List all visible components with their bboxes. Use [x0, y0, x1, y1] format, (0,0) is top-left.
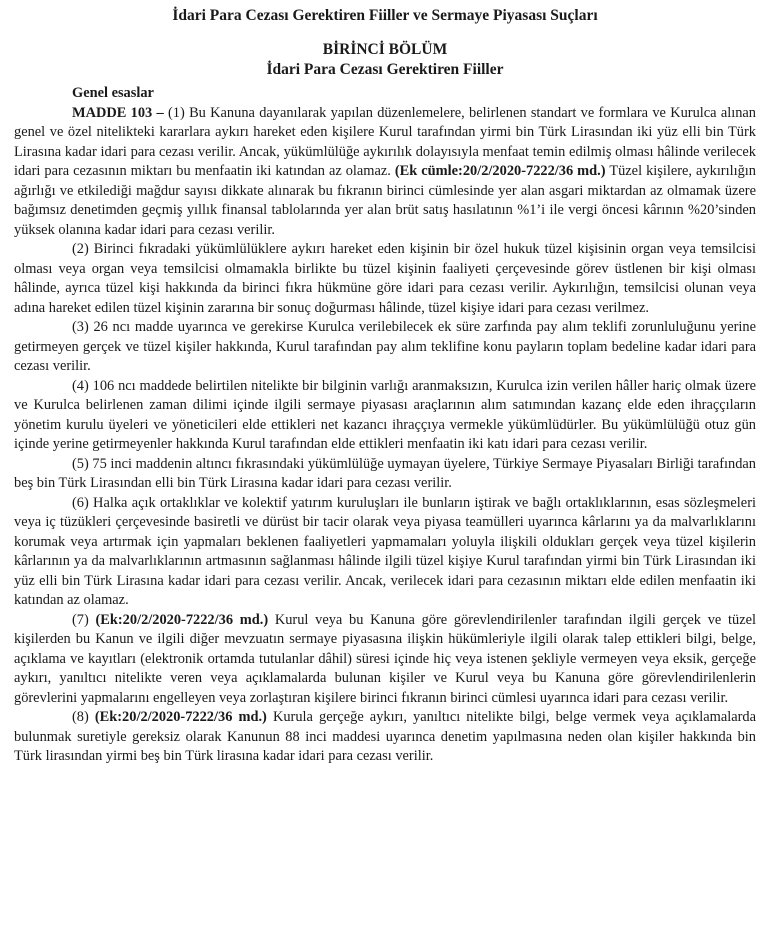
paragraph-7-lead: (7) — [72, 611, 89, 628]
part-heading: BİRİNCİ BÖLÜM — [322, 41, 448, 58]
section-heading: Genel esaslar — [72, 85, 154, 101]
paragraph-8-lead: (8) — [72, 709, 89, 725]
amendment-note: (Ek cümle:20/2/2020-7222/36 md.) — [394, 163, 606, 179]
document-title: İdari Para Cezası Gerektiren Fiiller ve Sermaye Piyasası Suçları — [172, 7, 598, 24]
paragraph-7 — [14, 611, 756, 709]
paragraph-8-text: Kurula gerçeğe aykırı, yanıltıcı nitelikte bilgi, belge vermek veya açıklamalarda bulunmak suretiyle gereksiz olarak Kanunun 88 inci maddesi uyarınca denetim yapılmasına neden olan kişiler hakkında bin Türk lirasından yirmi beş bin Türk lirasına kadar idari para cezası verilir. — [14, 709, 756, 764]
paragraph-2: (2) Birinci fıkradaki yükümlülüklere aykırı hareket eden kişinin bir özel hukuk tüzel kişisinin organ veya temsilcisi olması veya organ veya temsilcisi olmamakla birlikte bu tüzel kişinin faaliyeti çerçevesinde görev üstlenen bir kişi olması hâlinde, ayrıca tüzel kişi hakkında da birinci fıkra hükmüne göre idari para cezası verilir. Aykırılığın, temsilcisi olunan veya adına hareket edilen tüzel kişinin zararına bir sonuç doğurması hâlinde, tüzel kişiye idari para cezası verilmez. — [14, 241, 756, 316]
paragraph-1-text-a: (1) Bu Kanuna dayanılarak yapılan düzenlemelere, belirlenen standart ve formlara ve Kurulca alınan genel ve özel nitelikteki kararlara aykırı hareket eden kişilere Kurul tarafından yirmi bin Türk Lirasından iki yüz elli bin Türk Lirasına kadar idari para cezası verilir. Ancak, yükümlülüğe aykırılık dolayısıyla menfaat temin edilmiş olması hâlinde verilecek idari para cezasının miktarı bu menfaatin iki katından az olamaz. — [14, 104, 757, 179]
paragraph-6: (6) Halka açık ortaklıklar ve kolektif yatırım kuruluşları ile bunların iştirak ve bağlı ortaklıklarının, esas sözleşmeleri veya iç tüzükleri çerçevesinde basiretli ve dürüst bir tacir olarak veya piyasa teamülleri uyarınca kârlarını ya da malvarlıklarını korumak veya artırmak için yapmaları beklenen faaliyetleri yapmamaları yoluyla ilişkili oldukları gerçek veya tüzel kişilerin kârlarının ya da malvarlıklarının artmasının sağlanması hâlinde ilgili tüzel kişiye Kurul tarafından yirmi bin Türk Lirasından iki yüz elli bin Türk Lirasına kadar idari para cezası verilir. Ancak, verilecek idari para cezasının miktarı elde edilen menfaatin iki katından az olamaz. — [14, 494, 756, 608]
paragraph-8 — [14, 708, 756, 767]
amendment-note: (Ek:20/2/2020-7222/36 md.) — [95, 611, 269, 628]
paragraph-1 — [14, 104, 756, 241]
paragraph-7-text: Kurul veya bu Kanuna göre görevlendirilenler tarafından ilgili gerçek ve tüzel kişilerden bu Kanun ve ilgili diğer mevzuatın sermaye piyasasına ilişkin hükümleriyle ilgili olarak talep ettikleri bilgi, belge, açıklama ve kayıtları (elektronik ortamda tutulanlar dâhil) süresi içinde hiç veya istenen şekliyle vermeyen veya eksik, gerçeğe aykırı, yanıltıcı nitelikte veren veya açıklamalarda bulunan kişiler ve Kurul veya bu Kanuna göre görevlendirilenlerin görevlerini yapmalarını engelleyen veya zorlaştıran kişilere birinci fıkranın birinci cümlesi uyarınca idari para cezası verilir. — [14, 611, 756, 706]
part-subtitle: İdari Para Cezası Gerektiren Fiiller — [266, 61, 504, 78]
article-label: MADDE 103 – — [72, 104, 164, 121]
paragraph-1-text-b: Tüzel kişilere, aykırılığın ağırlığı ve etkilediği mağdur sayısı dikkate alınarak bu fıkranın birinci cümlesinde yer alan asgari miktardan az olmamak üzere bağımsız denetimden geçmiş yıllık finansal tablolarında yer alan brüt satış hasılatının %1’i ile vergi öncesi kârının %20’sinden yüksek olanına kadar idari para cezası verilir. — [14, 163, 756, 238]
paragraph-3: (3) 26 ncı madde uyarınca ve gerekirse Kurulca verilebilecek ek süre zarfında pay alım teklifi zorunluluğunu yerine getirmeyen gerçek ve tüzel kişiler hakkında, Kurul tarafından pay alım teklifine konu payların toplam bedeline kadar idari para cezası verilir. — [14, 319, 756, 374]
amendment-note: (Ek:20/2/2020-7222/36 md.) — [94, 709, 267, 725]
paragraph-5: (5) 75 inci maddenin altıncı fıkrasındaki yükümlülüğe uymayan üyelere, Türkiye Sermaye Piyasaları Birliği tarafından beş bin Türk Lirasından elli bin Türk Lirasına kadar idari para cezası verilir. — [14, 455, 756, 491]
paragraph-4: (4) 106 ncı maddede belirtilen nitelikte bir bilginin varlığı aranmaksızın, Kurulca izin verilen hâller hariç olmak üzere ve Kurulca belirlenen zaman dilimi içinde ilgili sermaye piyasası araçlarının alım satımından kazanç elde eden ihraççıların yönetim kurulu üyeleri ve yöneticileri elde ettikleri net kazancı ihraççıya vermekle yükümlüdürler. Bu yükümlülüğü otuz gün içinde yerine getirmeyenler hakkında Kurul tarafından elde ettikleri menfaatin iki katı idari para cezası verilir. — [14, 377, 756, 452]
